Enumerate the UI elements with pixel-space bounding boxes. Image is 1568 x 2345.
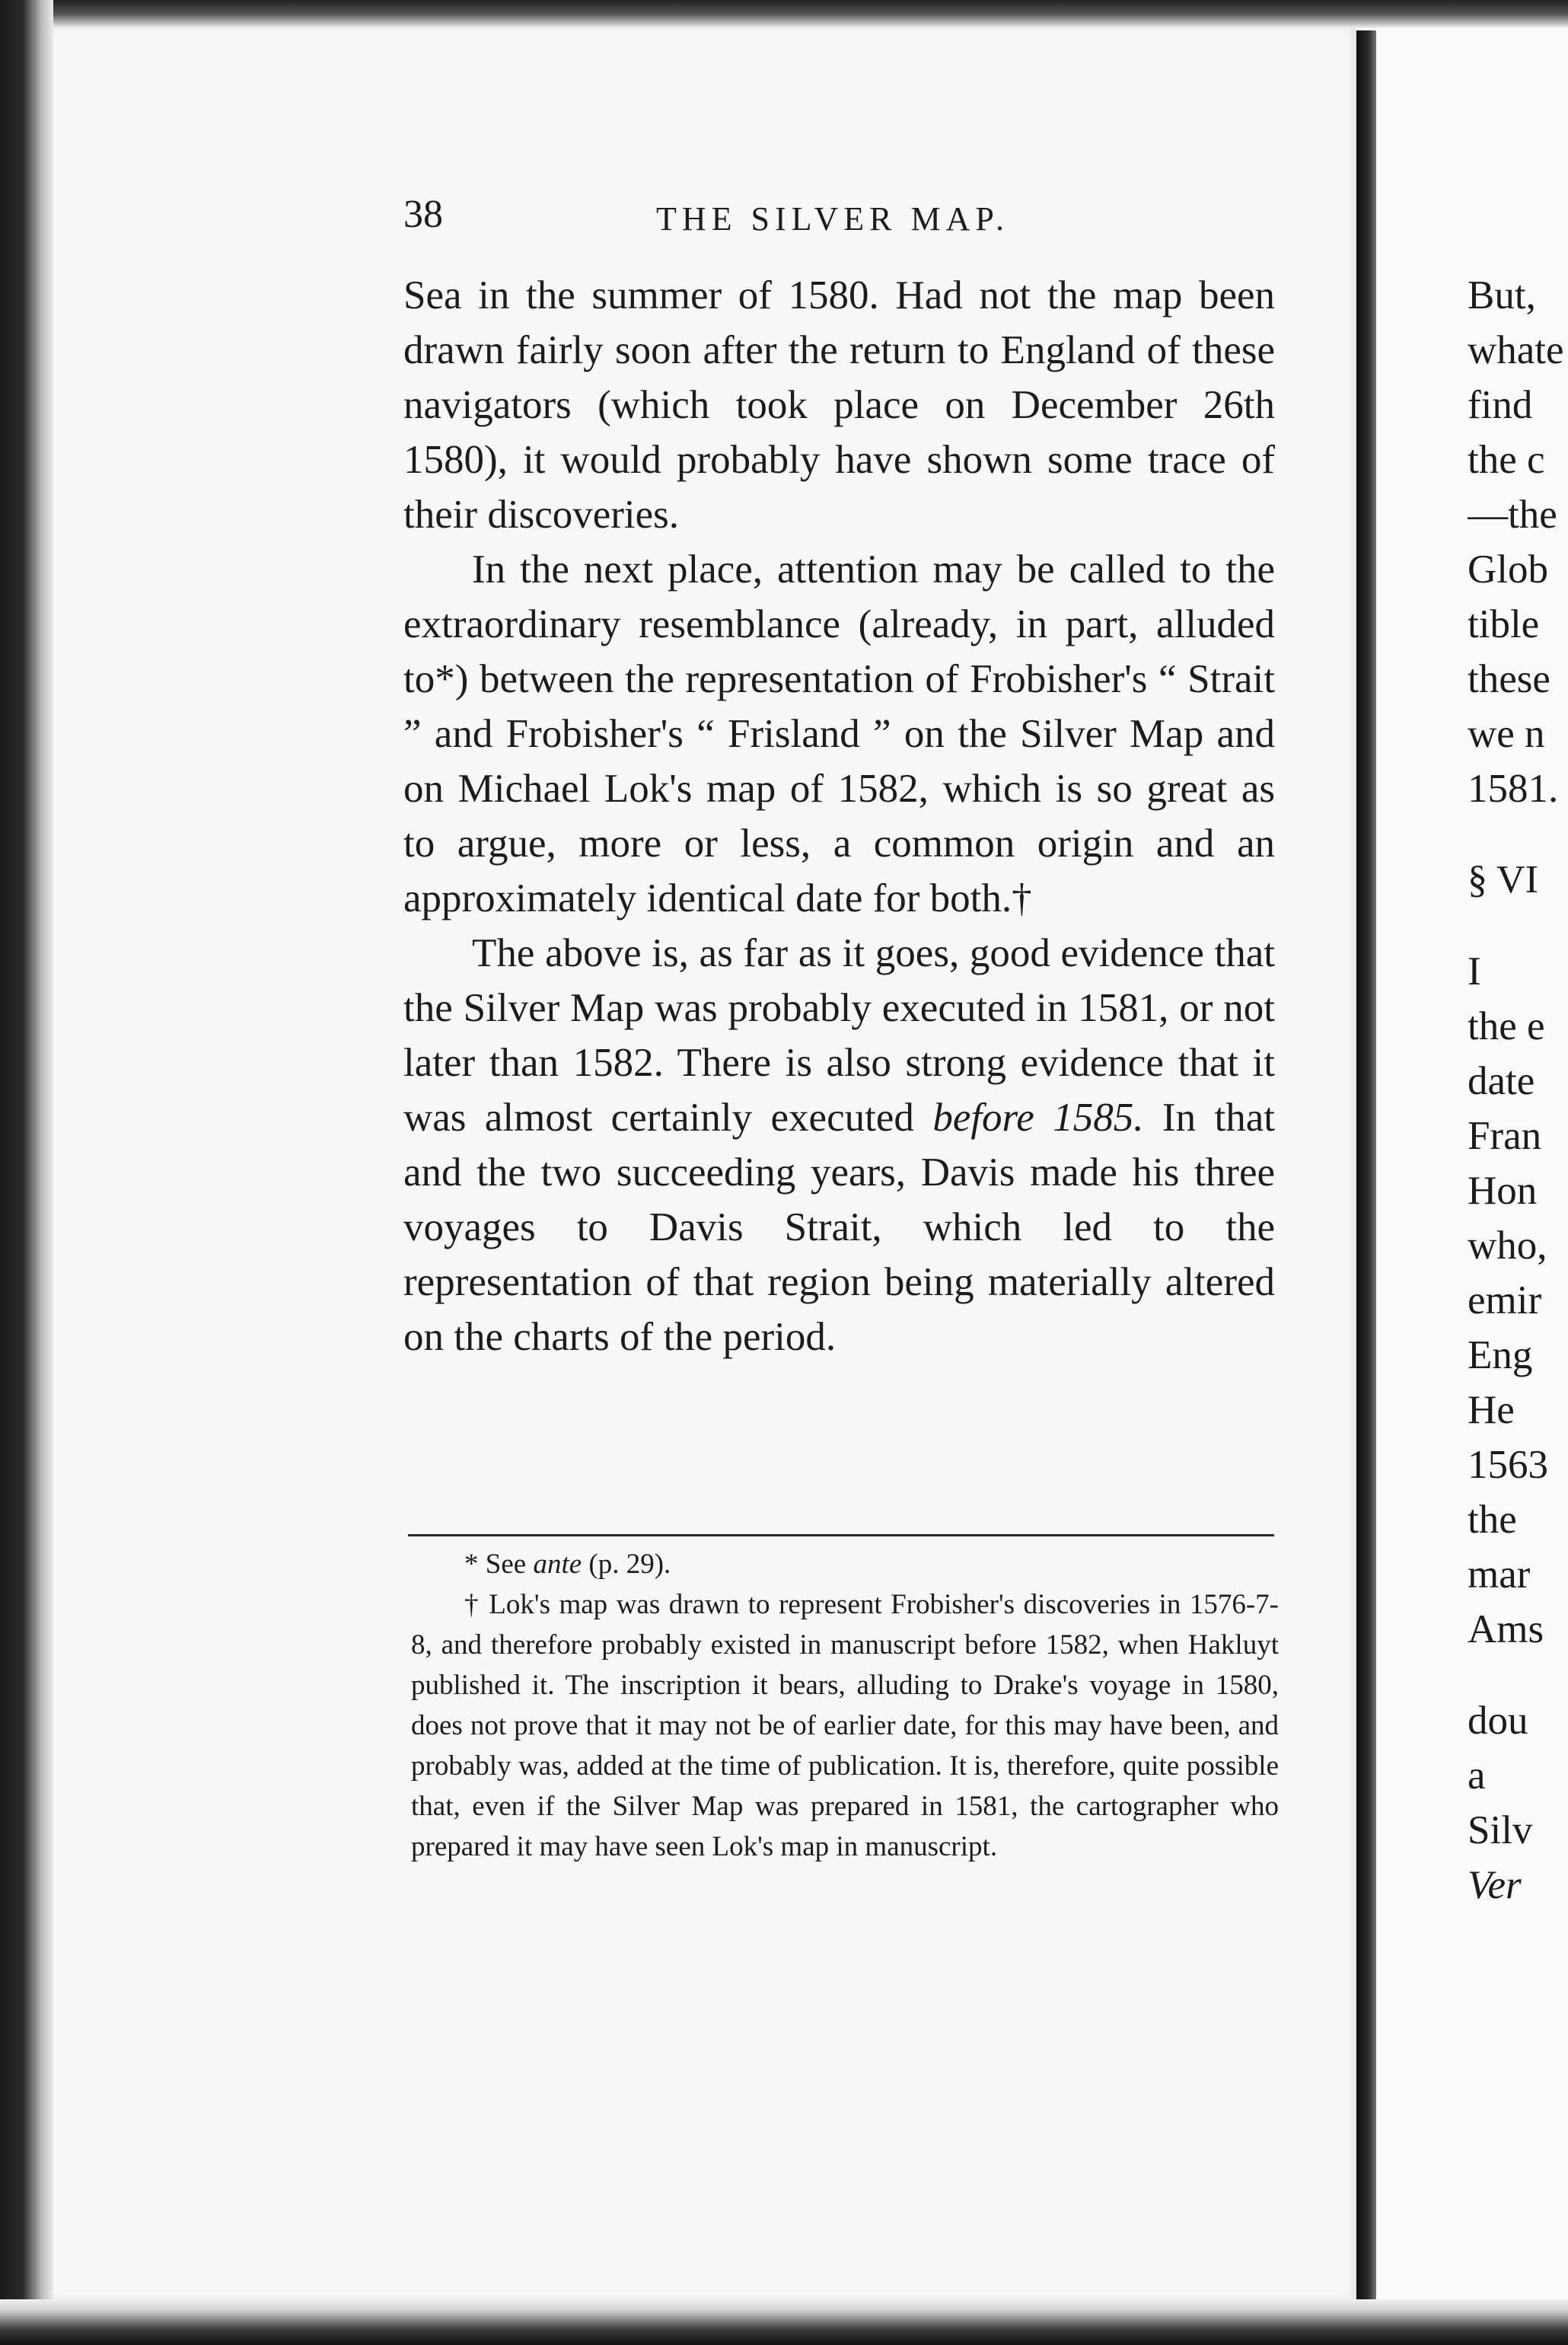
footnotes (411, 1544, 1279, 1867)
footnote-1-suffix: (p. 29). (582, 1549, 671, 1580)
right-line: the (1468, 1498, 1517, 1542)
right-spacer (1468, 1657, 1568, 1693)
right-line: find (1468, 383, 1533, 427)
paragraph-3-emphasis: before 1585. (932, 1096, 1144, 1140)
right-line: a (1468, 1753, 1486, 1798)
right-line: who, (1468, 1224, 1547, 1268)
scan-border-top (0, 0, 1568, 27)
right-spacer (1468, 816, 1568, 853)
right-line: mar (1468, 1552, 1531, 1597)
right-line: whate (1468, 328, 1564, 372)
right-line: dou (1468, 1699, 1528, 1743)
scan-border-left (0, 0, 53, 2345)
right-line-italic: Ver (1468, 1863, 1522, 1907)
footnote-1-italic: ante (533, 1549, 582, 1580)
right-page-text (1468, 268, 1568, 1913)
right-line: Silv (1468, 1808, 1533, 1852)
right-line: tible (1468, 602, 1540, 646)
right-line: date (1468, 1059, 1535, 1103)
right-section-heading: § VI (1468, 858, 1538, 901)
right-line: Glob (1468, 547, 1548, 592)
right-line: 1581. (1468, 767, 1559, 811)
right-line: He (1468, 1388, 1515, 1432)
right-line: 1563 (1468, 1443, 1548, 1487)
book-gutter (1356, 30, 1376, 2307)
footnote-rule (408, 1534, 1274, 1536)
right-line: —the (1468, 493, 1557, 537)
paragraph-1: Sea in the summer of 1580. Had not the map been drawn fairly soon after the return to England of these navigators (which took place on December 26th 1580), it would probably have shown some trace of their discoveries. (403, 273, 1275, 537)
right-line: emir (1468, 1278, 1542, 1322)
footnote-2: † Lok's map was drawn to represent Frobisher's discoveries in 1576-7-8, and therefore probably existed in manuscript before 1582, when Hakluyt published it. The inscription it bears, alluding to Drake's voyage in 1580, does not prove that it may not be of earlier date, for this may have been, and probably was, added at the time of publication. It is, therefore, quite possible that, even if the Silver Map was prepared in 1581, the cartographer who prepared it may have seen Lok's map in manuscript. (411, 1589, 1279, 1862)
right-line: But, (1468, 273, 1536, 317)
right-line: the c (1468, 438, 1545, 482)
right-line: Hon (1468, 1169, 1538, 1213)
page-number: 38 (403, 193, 443, 236)
right-line: Ams (1468, 1607, 1544, 1651)
right-line: these (1468, 657, 1550, 701)
right-line: Fran (1468, 1114, 1542, 1158)
scan-border-bottom (0, 2299, 1568, 2345)
right-line: we n (1468, 712, 1545, 756)
footnote-1 (411, 1544, 1279, 1584)
paragraph-2: In the next place, attention may be called to the extraordinary resemblance (already, in part, alluded to*) between the representation of Frobisher's “ Strait ” and Frobisher's “ Frisland ” on the Silver Map and on Michael Lok's map of 1582, which is so great as to argue, more or less, a common origin and an approximately identical date for both.† (403, 547, 1275, 920)
right-line: I (1468, 949, 1481, 994)
paragraph-3 (403, 926, 1275, 1364)
paragraph-3-part-2: In that and the two succeeding years, Davis made his three voyages to Davis Strait, which led to the representation of that region being materially altered on the charts of the period. (403, 1096, 1276, 1359)
footnote-1-prefix: * See (464, 1549, 534, 1580)
right-line: Eng (1468, 1333, 1533, 1377)
paragraph-3-part-1: The above is, as far as it goes, good evidence that the Silver Map was probably executed in 1581, or not later than 1582. There is also strong evidence that it was almost certainly executed (403, 931, 1275, 1140)
right-spacer (1468, 908, 1568, 944)
right-line: the e (1468, 1004, 1545, 1048)
body-text (403, 268, 1275, 1364)
running-title: THE SILVER MAP. (656, 200, 1009, 238)
